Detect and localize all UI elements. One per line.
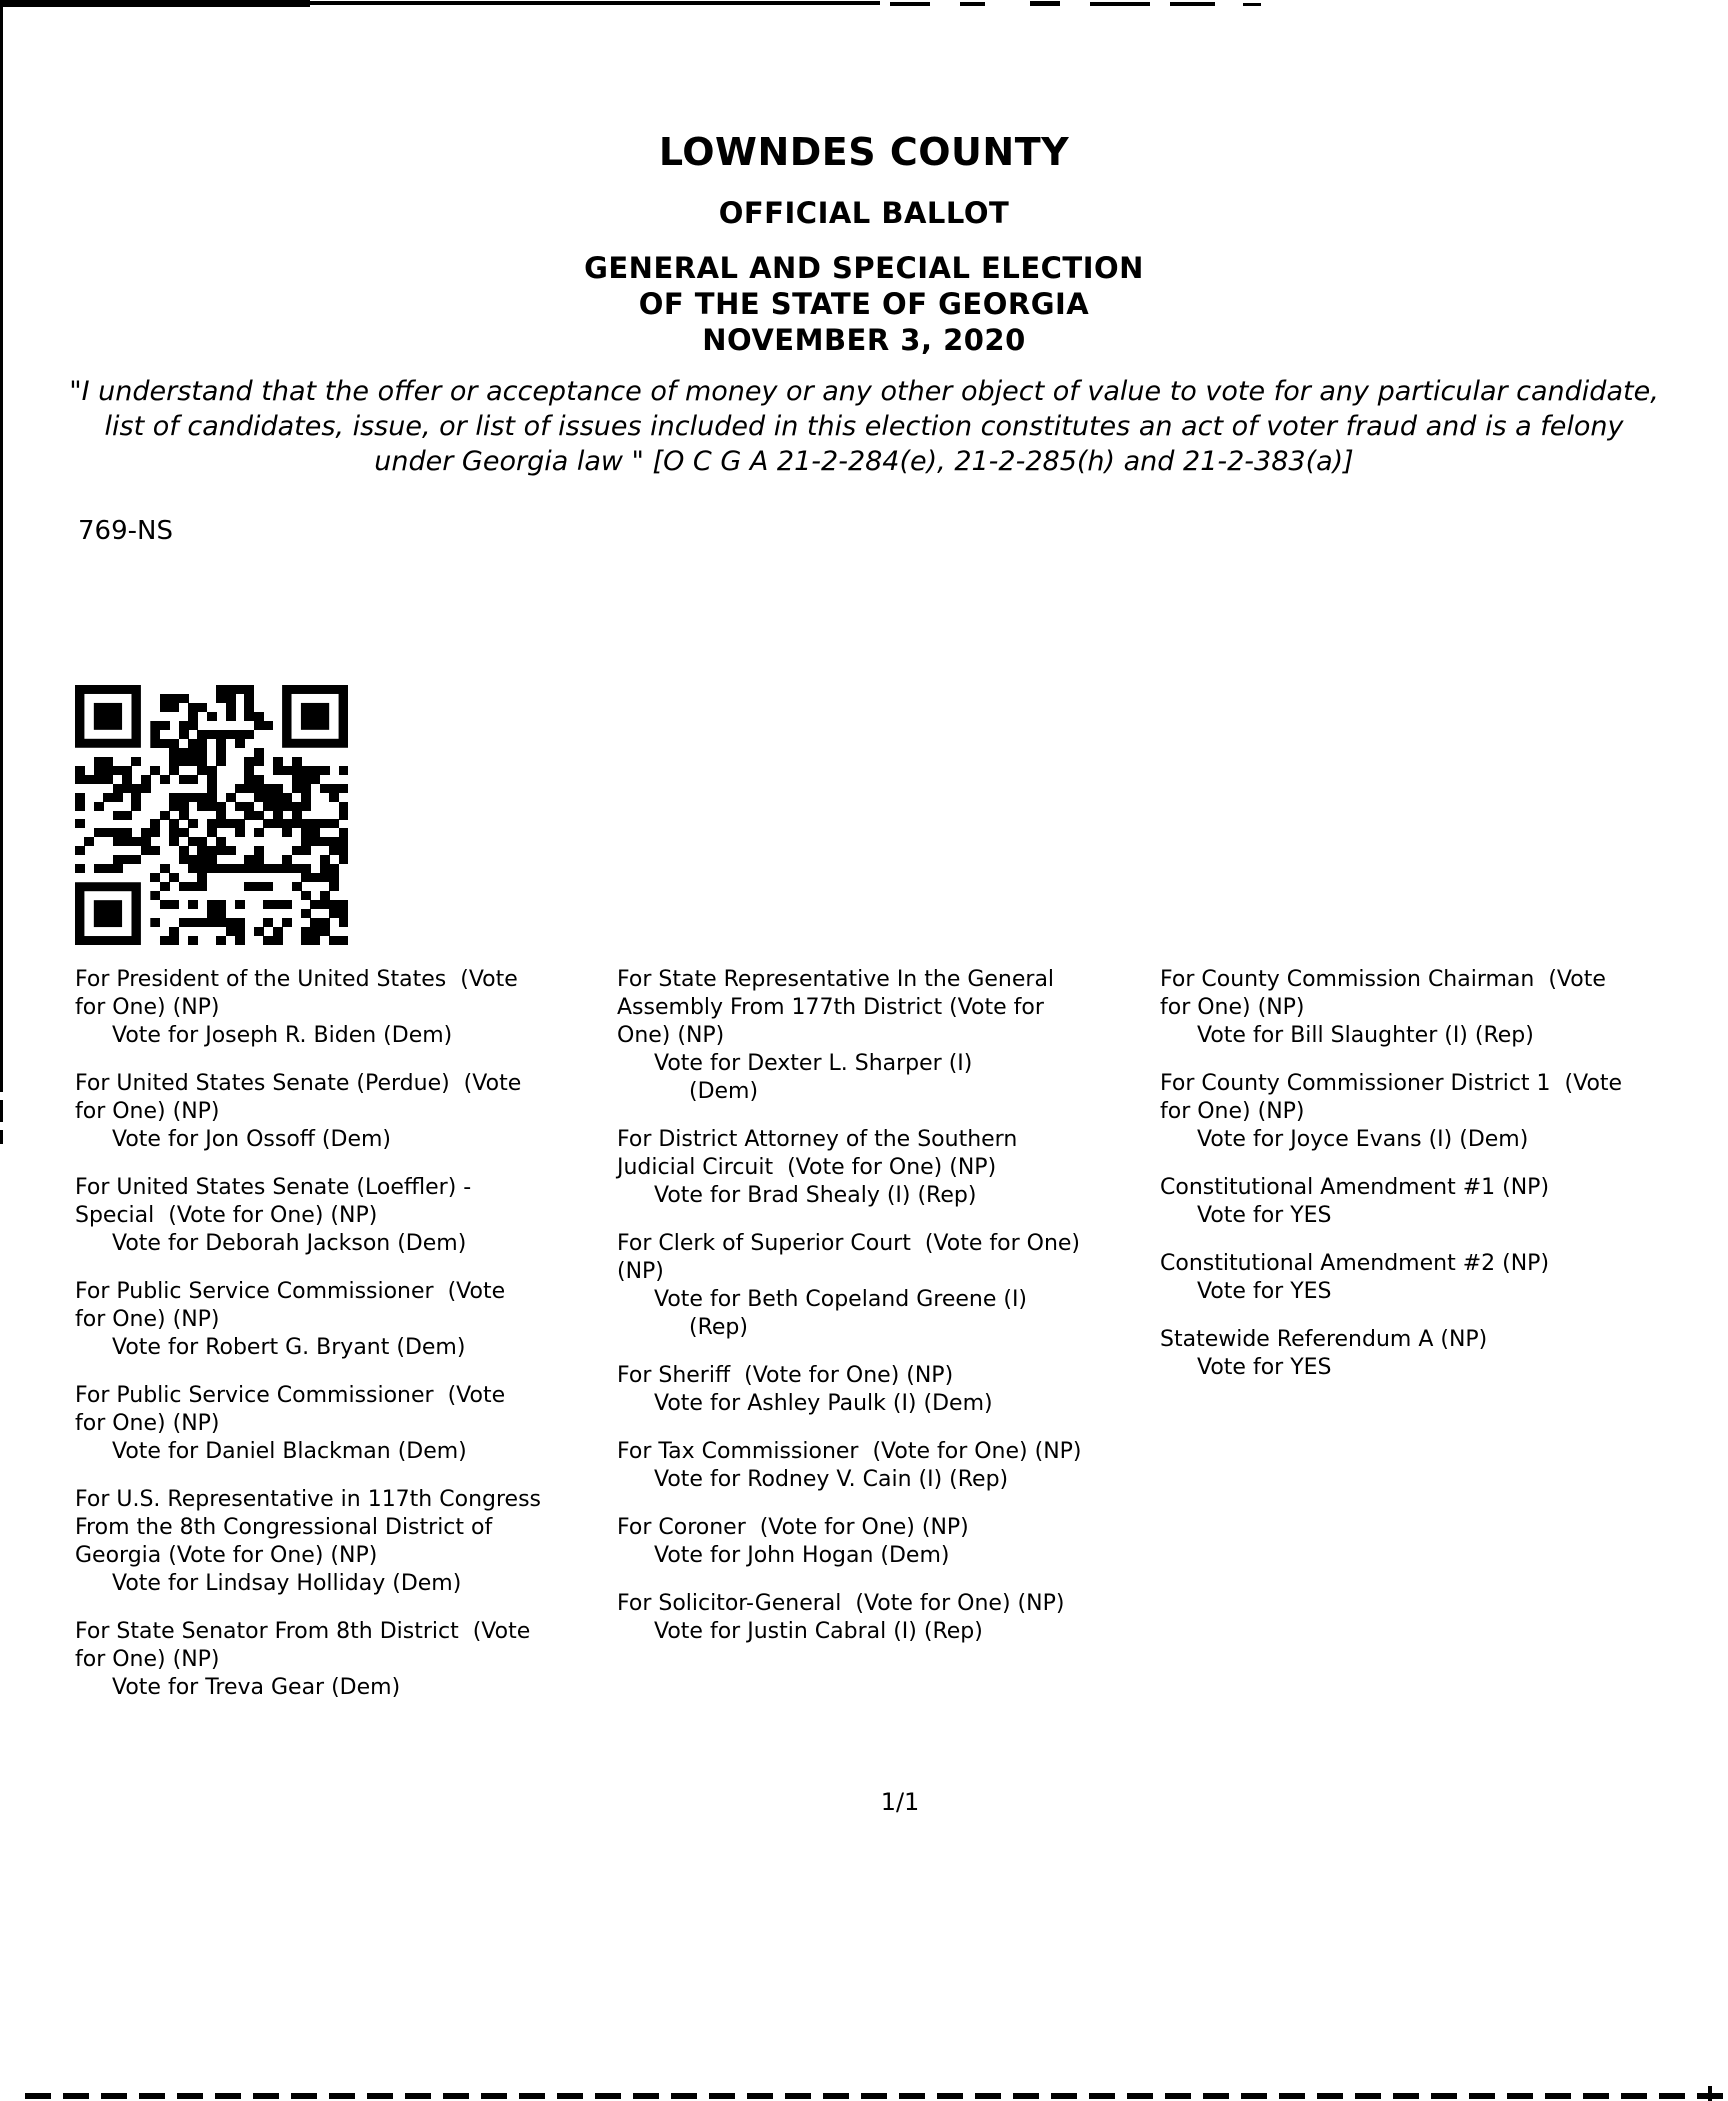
vote-for-line: Vote for Joyce Evans (I) (Dem) bbox=[1197, 1127, 1529, 1152]
vote-for-line: Vote for YES bbox=[1197, 1203, 1332, 1228]
vote-for-line: (Dem) bbox=[689, 1079, 759, 1104]
ballot-column bbox=[617, 966, 1162, 1666]
contest-block bbox=[617, 1590, 1162, 1646]
vote-for-line: (Rep) bbox=[689, 1315, 748, 1340]
contest-title-line: For County Commissioner District 1 (Vote bbox=[1160, 1071, 1623, 1096]
fraud-disclaimer-line: "I understand that the offer or acceptance of money or any other object of value to vote for any particular candidate, bbox=[69, 376, 1659, 407]
vote-for-line: Vote for Bill Slaughter (I) (Rep) bbox=[1197, 1023, 1534, 1048]
vote-for-line: Vote for YES bbox=[1197, 1279, 1332, 1304]
vote-for-line: Vote for Treva Gear (Dem) bbox=[112, 1675, 401, 1700]
scan-mark-top-dash bbox=[1243, 3, 1261, 6]
contest-block bbox=[1160, 1070, 1728, 1154]
vote-for-line: Vote for Beth Copeland Greene (I) bbox=[654, 1287, 1028, 1312]
contest-title-line: for One) (NP) bbox=[75, 1307, 220, 1332]
scan-mark-left-dash bbox=[0, 1100, 3, 1122]
vote-for-line: Vote for YES bbox=[1197, 1355, 1332, 1380]
contest-block bbox=[617, 1230, 1162, 1342]
ballot-column bbox=[75, 966, 620, 1722]
vote-for-line: Vote for Robert G. Bryant (Dem) bbox=[112, 1335, 466, 1360]
vote-for-line: Vote for Joseph R. Biden (Dem) bbox=[112, 1023, 453, 1048]
election-title-line2: OF THE STATE OF GEORGIA bbox=[638, 287, 1090, 321]
contest-title-line: For State Representative In the General bbox=[617, 967, 1055, 992]
vote-for-line: Vote for Ashley Paulk (I) (Dem) bbox=[654, 1391, 993, 1416]
contest-title-line: Assembly From 177th District (Vote for bbox=[617, 995, 1044, 1020]
vote-for-line: Vote for Brad Shealy (I) (Rep) bbox=[654, 1183, 977, 1208]
contest-block bbox=[617, 1514, 1162, 1570]
scan-mark-top-line bbox=[310, 1, 880, 5]
scan-mark-top-dash bbox=[1030, 1, 1060, 6]
contest-block bbox=[75, 1618, 620, 1702]
vote-for-line: Vote for John Hogan (Dem) bbox=[654, 1543, 950, 1568]
fraud-disclaimer-line: under Georgia law " [O C G A 21-2-284(e), 21-2-285(h) and 21-2-383(a)] bbox=[374, 446, 1354, 477]
contest-block bbox=[75, 1278, 620, 1362]
contest-title-line: For Clerk of Superior Court (Vote for One) bbox=[617, 1231, 1080, 1256]
contest-title-line: For United States Senate (Perdue) (Vote bbox=[75, 1071, 522, 1096]
scan-mark-bottom-right-tick bbox=[1708, 2086, 1712, 2101]
qr-code bbox=[75, 685, 348, 945]
scan-mark-top-bar bbox=[0, 0, 310, 7]
contest-title-line: for One) (NP) bbox=[75, 1099, 220, 1124]
contest-block bbox=[617, 1362, 1162, 1418]
vote-for-line: Vote for Justin Cabral (I) (Rep) bbox=[654, 1619, 983, 1644]
vote-for-line: Vote for Rodney V. Cain (I) (Rep) bbox=[654, 1467, 1009, 1492]
contest-title-line: For County Commission Chairman (Vote bbox=[1160, 967, 1606, 992]
contest-block bbox=[75, 1174, 620, 1258]
contest-title-line: Georgia (Vote for One) (NP) bbox=[75, 1543, 378, 1568]
contest-block bbox=[1160, 1174, 1728, 1230]
contest-title-line: For U.S. Representative in 117th Congress bbox=[75, 1487, 541, 1512]
scan-mark-top-dash bbox=[890, 2, 930, 6]
contest-title-line: for One) (NP) bbox=[75, 995, 220, 1020]
contest-title-line: From the 8th Congressional District of bbox=[75, 1515, 493, 1540]
contest-title-line: For Solicitor-General (Vote for One) (NP) bbox=[617, 1591, 1065, 1616]
ballot-title: OFFICIAL BALLOT bbox=[718, 196, 1010, 230]
contest-title-line: Special (Vote for One) (NP) bbox=[75, 1203, 378, 1228]
precinct-code: 769-NS bbox=[78, 516, 173, 546]
county-title: LOWNDES COUNTY bbox=[658, 130, 1070, 174]
contest-block bbox=[75, 1486, 620, 1598]
vote-for-line: Vote for Dexter L. Sharper (I) bbox=[654, 1051, 973, 1076]
contest-title-line: For Public Service Commissioner (Vote bbox=[75, 1279, 506, 1304]
contest-title-line: for One) (NP) bbox=[75, 1411, 220, 1436]
contest-title-line: for One) (NP) bbox=[1160, 1099, 1305, 1124]
contest-title-line: Constitutional Amendment #1 (NP) bbox=[1160, 1175, 1550, 1200]
contest-block bbox=[75, 1382, 620, 1466]
vote-for-line: Vote for Deborah Jackson (Dem) bbox=[112, 1231, 467, 1256]
vote-for-line: Vote for Daniel Blackman (Dem) bbox=[112, 1439, 467, 1464]
contest-title-line: Statewide Referendum A (NP) bbox=[1160, 1327, 1488, 1352]
contest-title-line: For President of the United States (Vote bbox=[75, 967, 518, 992]
contest-title-line: For District Attorney of the Southern bbox=[617, 1127, 1018, 1152]
contest-title-line: For Public Service Commissioner (Vote bbox=[75, 1383, 506, 1408]
contest-title-line: for One) (NP) bbox=[75, 1647, 220, 1672]
contest-block bbox=[1160, 966, 1728, 1050]
contest-block bbox=[617, 966, 1162, 1106]
contest-title-line: For Sheriff (Vote for One) (NP) bbox=[617, 1363, 954, 1388]
scan-mark-top-dash bbox=[1170, 2, 1215, 6]
vote-for-line: Vote for Lindsay Holliday (Dem) bbox=[112, 1571, 462, 1596]
contest-block bbox=[75, 966, 620, 1050]
fraud-disclaimer-line: list of candidates, issue, or list of issues included in this election constitutes an act of voter fraud and is a felony bbox=[104, 411, 1624, 442]
ballot-header bbox=[0, 130, 1728, 358]
contest-block bbox=[1160, 1250, 1728, 1306]
election-date: NOVEMBER 3, 2020 bbox=[702, 323, 1026, 357]
contest-title-line: Judicial Circuit (Vote for One) (NP) bbox=[617, 1155, 997, 1180]
contest-block bbox=[75, 1070, 620, 1154]
vote-for-line: Vote for Jon Ossoff (Dem) bbox=[112, 1127, 392, 1152]
contest-title-line: Constitutional Amendment #2 (NP) bbox=[1160, 1251, 1550, 1276]
fraud-disclaimer bbox=[40, 374, 1688, 479]
contest-title-line: for One) (NP) bbox=[1160, 995, 1305, 1020]
contest-title-line: For United States Senate (Loeffler) - bbox=[75, 1175, 472, 1200]
scan-mark-top-dash bbox=[1090, 2, 1150, 6]
contest-title-line: For Coroner (Vote for One) (NP) bbox=[617, 1515, 969, 1540]
contest-title-line: (NP) bbox=[617, 1259, 664, 1284]
contest-block bbox=[617, 1126, 1162, 1210]
ballot-column bbox=[1160, 966, 1728, 1402]
scan-mark-top-dash bbox=[960, 2, 985, 6]
contest-title-line: For Tax Commissioner (Vote for One) (NP) bbox=[617, 1439, 1082, 1464]
contest-title-line: One) (NP) bbox=[617, 1023, 725, 1048]
election-title-line1: GENERAL AND SPECIAL ELECTION bbox=[584, 251, 1144, 285]
page-number: 1/1 bbox=[880, 1788, 920, 1816]
contest-title-line: For State Senator From 8th District (Vote bbox=[75, 1619, 531, 1644]
contest-block bbox=[617, 1438, 1162, 1494]
scan-mark-left-dash bbox=[0, 1130, 3, 1144]
contest-block bbox=[1160, 1326, 1728, 1382]
scan-mark-bottom-timing-marks bbox=[25, 2093, 1725, 2099]
